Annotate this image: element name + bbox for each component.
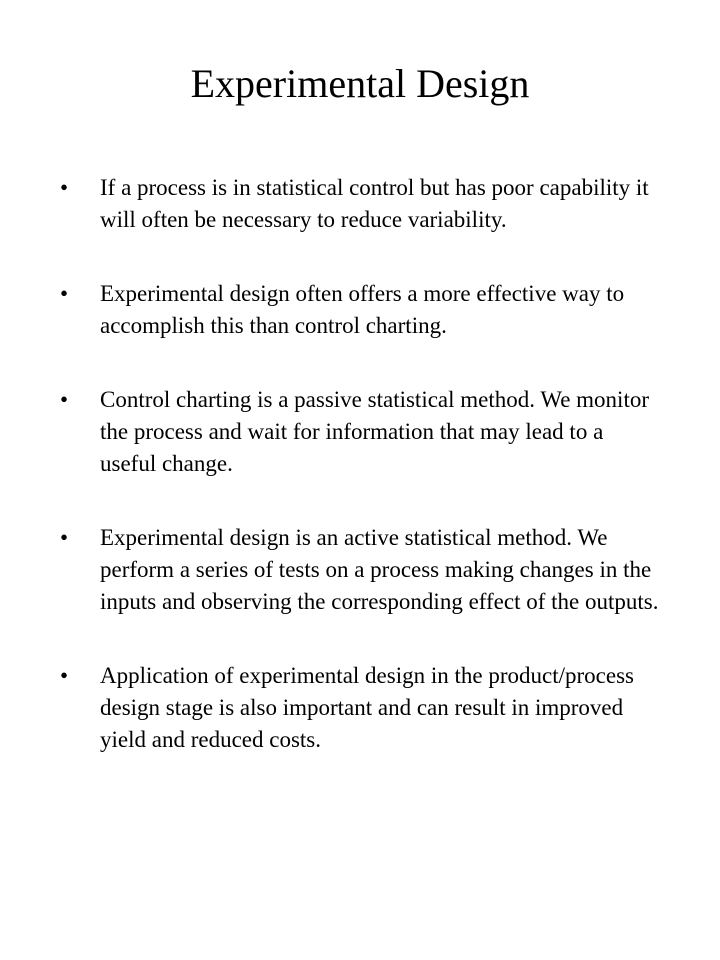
bullet-icon: • [60, 281, 69, 306]
bullet-text: If a process is in statistical control but has poor capability it will often be necessary to reduce variability. [100, 175, 649, 232]
bullet-text: Application of experimental design in the product/process design stage is also important and can result in improved yield and reduced costs. [100, 663, 634, 752]
bullet-text: Experimental design is an active statistical method. We perform a series of tests on a process making changes in the inputs and observing the corresponding effect of the outputs. [100, 525, 659, 614]
bullet-item [0, 384, 720, 480]
bullet-item [0, 172, 720, 236]
bullet-list [0, 172, 720, 798]
bullet-icon: • [60, 387, 69, 412]
bullet-icon: • [60, 663, 69, 688]
bullet-icon: • [60, 525, 69, 550]
bullet-icon: • [60, 175, 69, 200]
bullet-item [0, 522, 720, 618]
bullet-text: Experimental design often offers a more effective way to accomplish this than control charting. [100, 281, 625, 338]
bullet-item [0, 278, 720, 342]
bullet-text: Control charting is a passive statistical method. We monitor the process and wait for information that may lead to a useful change. [100, 387, 649, 476]
slide-title: Experimental Design [190, 61, 530, 106]
bullet-item [0, 660, 720, 756]
